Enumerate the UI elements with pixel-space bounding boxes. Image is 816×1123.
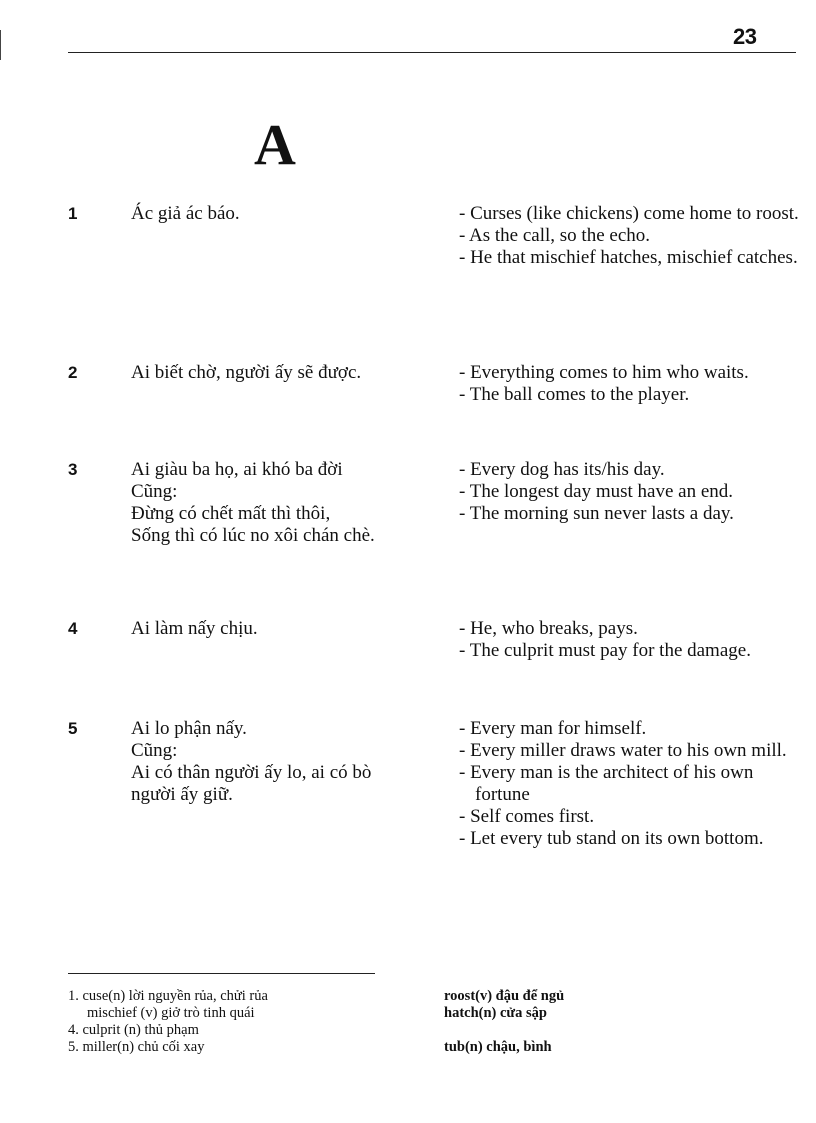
english-item: - Self comes first. [459,806,595,827]
entry-number: 4 [68,619,78,638]
vietnamese-line: Ai làm nấy chịu. [131,618,258,639]
footnote-row [68,1039,808,1056]
footnote-left: 5. miller(n) chủ cối xay [68,1039,205,1055]
vietnamese-line: Ai biết chờ, người ấy sẽ được. [131,362,362,383]
english-item: - Curses (like chickens) come home to roost. [459,203,799,224]
english-item: - Every dog has its/his day. [459,459,665,480]
english-item: - The ball comes to the player. [459,384,690,405]
english-item: - The longest day must have an end. [459,481,734,502]
entry-number: 1 [68,204,78,223]
english-equivalents [459,459,804,525]
vietnamese-proverb [131,618,461,640]
entry-number: 2 [68,363,78,382]
page-number: 23 [733,24,757,49]
english-item: - Every man is the architect of his own fortune [459,762,754,805]
english-item: - He that mischief hatches, mischief catches. [459,247,798,268]
footnote-right: hatch(n) cửa sập [444,1005,547,1021]
english-equivalents [459,618,804,662]
english-equivalents [459,718,804,850]
footnote-row [68,988,808,1005]
vietnamese-line: Cũng: [131,740,178,761]
vietnamese-proverb [131,362,461,384]
vietnamese-line: Ai giàu ba họ, ai khó ba đời [131,459,343,480]
vietnamese-proverb [131,203,461,225]
footnote-left: 4. culprit (n) thủ phạm [68,1022,199,1038]
page-edge-mark [0,30,4,60]
entry-number: 3 [68,460,78,479]
footnote-row [68,1022,808,1039]
vietnamese-proverb [131,718,461,806]
vietnamese-line: Ác giả ác báo. [131,203,240,224]
vietnamese-line: Sống thì có lúc no xôi chán chè. [131,525,375,546]
footnote-right: tub(n) chậu, bình [444,1039,552,1055]
entry-number: 5 [68,719,78,738]
english-item: - The culprit must pay for the damage. [459,640,751,661]
footnotes [68,988,808,1056]
footnote-row [68,1005,808,1022]
english-equivalents [459,362,804,406]
vietnamese-line: Cũng: [131,481,178,502]
section-letter: A [254,112,296,177]
english-equivalents [459,203,804,269]
vietnamese-line: Ai có thân người ấy lo, ai có bò [131,762,372,783]
vietnamese-line: Ai lo phận nấy. [131,718,247,739]
vietnamese-line: người ấy giữ. [131,784,233,805]
footnote-left: mischief (v) giở trò tinh quái [87,1005,255,1021]
footnote-right: roost(v) đậu để ngủ [444,988,565,1004]
english-item: - Every miller draws water to his own mill. [459,740,787,761]
vietnamese-proverb [131,459,461,547]
english-item: - He, who breaks, pays. [459,618,638,639]
english-item: - Everything comes to him who waits. [459,362,749,383]
english-item: - The morning sun never lasts a day. [459,503,734,524]
footnote-rule [68,973,375,974]
english-item: - As the call, so the echo. [459,225,651,246]
vietnamese-line: Đừng có chết mất thì thôi, [131,503,331,524]
english-item: - Let every tub stand on its own bottom. [459,828,764,849]
header-rule [68,52,796,53]
english-item: - Every man for himself. [459,718,647,739]
footnote-left: 1. cuse(n) lời nguyền rủa, chửi rủa [68,988,268,1004]
